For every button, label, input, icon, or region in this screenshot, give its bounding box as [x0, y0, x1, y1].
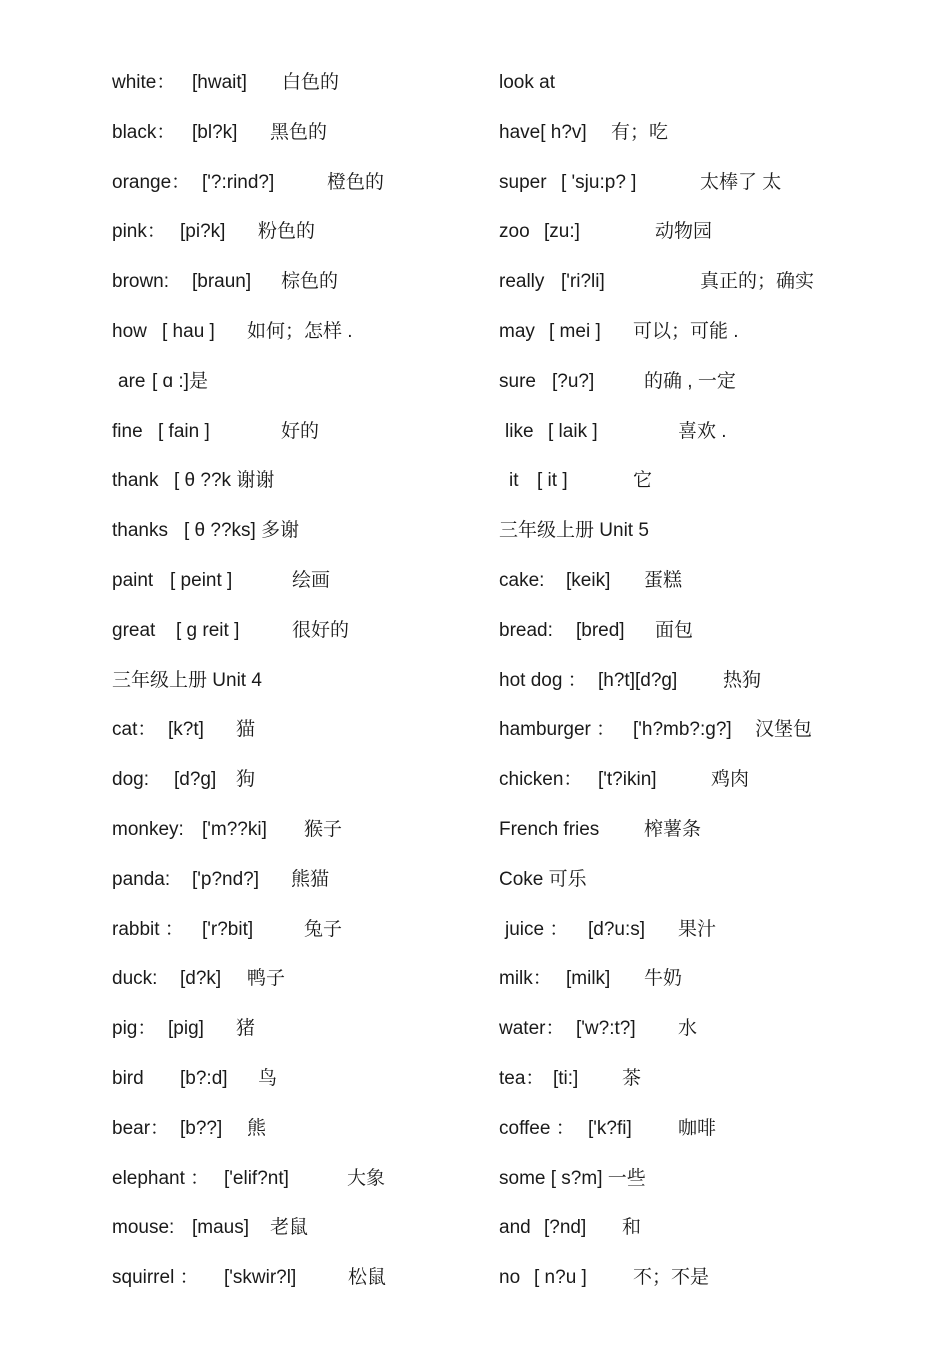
- vocab-entry: [499, 820, 919, 870]
- vocab-word: it: [509, 470, 519, 492]
- left-column: [112, 73, 472, 1318]
- vocab-phonetic: [ θ ??ks] 多谢: [184, 520, 300, 542]
- vocab-entry: [112, 73, 472, 123]
- vocab-entry: [112, 820, 472, 870]
- vocab-entry: [112, 173, 472, 223]
- vocab-phonetic: [ n?u ]: [534, 1267, 587, 1289]
- vocab-entry: [499, 372, 919, 422]
- vocab-meaning: 绘画: [292, 569, 331, 591]
- vocab-word: and: [499, 1217, 531, 1239]
- vocab-entry: [112, 521, 472, 571]
- vocab-phonetic: ['elif?nt]: [224, 1167, 289, 1189]
- vocab-entry: [499, 123, 919, 173]
- vocab-meaning: 蛋糕: [644, 569, 683, 591]
- vocab-meaning: 面包: [655, 619, 694, 641]
- vocab-meaning: 橙色的: [327, 171, 385, 193]
- vocab-entry: [112, 1069, 472, 1119]
- vocab-entry: [499, 671, 919, 721]
- vocab-word: bird: [112, 1067, 144, 1089]
- vocab-meaning: 真正的；确实: [700, 271, 815, 293]
- vocab-meaning: 的确 , 一定: [644, 370, 736, 392]
- vocab-word: really: [499, 271, 545, 293]
- vocab-phonetic: [d?k]: [180, 968, 222, 990]
- vocab-entry: [112, 969, 472, 1019]
- vocab-meaning: 白色的: [282, 72, 340, 93]
- vocab-word: juice ：: [505, 918, 569, 940]
- vocab-word: French fries: [499, 818, 600, 840]
- vocab-entry: [112, 272, 472, 322]
- vocab-meaning: 汉堡包: [755, 719, 813, 741]
- vocab-phonetic: [ peint ]: [170, 569, 233, 591]
- vocab-entry: [499, 73, 919, 123]
- vocab-phonetic: ['m??ki]: [202, 818, 267, 840]
- vocab-entry: [112, 1169, 472, 1219]
- vocab-entry: [112, 571, 472, 621]
- vocab-meaning: 不；不是: [633, 1267, 710, 1289]
- vocab-word: paint: [112, 569, 154, 591]
- vocab-phonetic: [ ɑ :]是: [152, 370, 208, 392]
- vocab-phonetic: [ fain ]: [158, 420, 210, 442]
- vocab-word: fine: [112, 420, 143, 442]
- vocab-meaning: 鸭子: [247, 968, 286, 990]
- vocab-word: monkey:: [112, 818, 184, 840]
- vocab-word: sure: [499, 370, 536, 392]
- vocab-meaning: 和: [622, 1217, 642, 1239]
- vocab-word: milk：: [499, 968, 552, 990]
- vocab-meaning: 如何；怎样 .: [247, 320, 353, 342]
- vocab-entry: [499, 969, 919, 1019]
- vocab-entry: [499, 272, 919, 322]
- vocab-entry: [499, 1268, 919, 1318]
- vocab-meaning: 狗: [236, 769, 256, 791]
- vocab-meaning: 热狗: [723, 669, 762, 691]
- vocab-meaning: 大象: [347, 1167, 386, 1189]
- vocab-phonetic: ['w?:t?]: [576, 1018, 636, 1040]
- vocab-word: cat：: [112, 719, 157, 741]
- vocab-entry: [499, 1119, 919, 1169]
- vocab-word: pig：: [112, 1018, 157, 1040]
- vocab-word: bear：: [112, 1117, 170, 1139]
- vocab-entry: [112, 123, 472, 173]
- vocab-word: chicken：: [499, 769, 583, 791]
- vocab-entry: [499, 222, 919, 272]
- vocab-meaning: 老鼠: [270, 1217, 309, 1239]
- vocab-entry: [112, 322, 472, 372]
- vocab-phonetic: [ θ ??k 谢谢: [174, 470, 275, 492]
- vocab-word: 三年级上册 Unit 4: [112, 669, 262, 691]
- vocab-entry: [112, 471, 472, 521]
- vocab-word: pink：: [112, 221, 166, 243]
- vocab-entry: [499, 1218, 919, 1268]
- vocab-word: white：: [112, 72, 176, 93]
- vocab-meaning: 水: [678, 1018, 698, 1040]
- vocab-meaning: 很好的: [292, 619, 350, 641]
- vocab-word: great: [112, 619, 156, 641]
- vocab-word: super: [499, 171, 547, 193]
- vocab-word: dog:: [112, 769, 149, 791]
- vocab-phonetic: [ it ]: [537, 470, 568, 492]
- vocab-phonetic: [?nd]: [544, 1217, 587, 1239]
- vocab-meaning: 兔子: [304, 918, 343, 940]
- vocab-meaning: 熊: [247, 1117, 267, 1139]
- vocab-word: brown:: [112, 271, 170, 293]
- vocab-meaning: 茶: [622, 1067, 642, 1089]
- vocab-word: water：: [499, 1018, 565, 1040]
- vocab-phonetic: [maus]: [192, 1217, 250, 1239]
- vocab-word: coffee ：: [499, 1117, 575, 1139]
- vocab-entry: [499, 870, 919, 920]
- vocab-word: hamburger ：: [499, 719, 616, 741]
- vocab-word: thank: [112, 470, 159, 492]
- vocab-entry: [499, 920, 919, 970]
- vocab-meaning: 棕色的: [281, 271, 339, 293]
- vocab-meaning: 黑色的: [270, 121, 328, 143]
- vocab-phonetic: [ ɡ reit ]: [176, 619, 240, 641]
- right-column: [499, 73, 919, 1318]
- vocab-entry: [112, 372, 472, 422]
- vocab-entry: [499, 571, 919, 621]
- vocab-phonetic: [ hau ]: [162, 320, 215, 342]
- vocab-meaning: 榨薯条: [644, 818, 702, 840]
- vocab-word: cake:: [499, 569, 545, 591]
- vocab-phonetic: [pig]: [168, 1018, 204, 1040]
- vocab-word: mouse:: [112, 1217, 175, 1239]
- vocab-entry: [499, 1069, 919, 1119]
- vocab-entry: [499, 422, 919, 472]
- vocab-word: Coke 可乐: [499, 868, 587, 890]
- vocab-word: like: [505, 420, 534, 442]
- vocab-phonetic: [zu:]: [544, 221, 580, 243]
- vocab-entry: [499, 770, 919, 820]
- vocab-meaning: 有；吃: [611, 121, 669, 143]
- vocab-meaning: 动物园: [655, 221, 713, 243]
- vocab-entry: [499, 1019, 919, 1069]
- vocab-entry: [112, 720, 472, 770]
- vocab-phonetic: [bl?k]: [192, 121, 238, 143]
- vocab-word: squirrel ：: [112, 1267, 199, 1289]
- vocab-phonetic: ['ri?li]: [561, 271, 605, 293]
- vocab-meaning: 猴子: [304, 818, 343, 840]
- vocab-phonetic: [hwait]: [192, 72, 247, 93]
- vocab-word: duck:: [112, 968, 158, 990]
- vocab-entry: [499, 521, 919, 571]
- vocab-phonetic: [?u?]: [552, 370, 595, 392]
- vocab-entry: [499, 621, 919, 671]
- vocab-word: are: [118, 370, 146, 392]
- vocab-phonetic: ['h?mb?:g?]: [633, 719, 732, 741]
- vocab-entry: [112, 1019, 472, 1069]
- vocab-phonetic: [b?:d]: [180, 1067, 228, 1089]
- vocab-phonetic: [d?u:s]: [588, 918, 646, 940]
- vocab-word: black：: [112, 121, 176, 143]
- vocab-entry: [112, 920, 472, 970]
- vocab-word: elephant ：: [112, 1167, 210, 1189]
- vocab-word: bread:: [499, 619, 553, 641]
- vocab-entry: [112, 671, 472, 721]
- vocab-entry: [112, 222, 472, 272]
- vocab-meaning: 咖啡: [678, 1117, 717, 1139]
- vocab-meaning: 猫: [236, 719, 256, 741]
- vocab-meaning: 果汁: [678, 918, 717, 940]
- vocab-meaning: 松鼠: [348, 1267, 387, 1289]
- vocab-phonetic: ['r?bit]: [202, 918, 254, 940]
- vocab-word: have[ h?v]: [499, 121, 587, 143]
- vocab-entry: [112, 1119, 472, 1169]
- vocab-entry: [112, 770, 472, 820]
- vocab-phonetic: [bred]: [576, 619, 625, 641]
- vocab-meaning: 它: [633, 470, 653, 492]
- vocab-entry: [112, 870, 472, 920]
- vocab-meaning: 喜欢 .: [678, 420, 727, 442]
- vocab-phonetic: [h?t][d?g]: [598, 669, 678, 691]
- vocab-meaning: 太棒了 太: [700, 171, 782, 193]
- vocab-word: tea：: [499, 1067, 545, 1089]
- vocab-word: may: [499, 320, 535, 342]
- vocab-phonetic: [ti:]: [553, 1067, 579, 1089]
- vocab-phonetic: ['p?nd?]: [192, 868, 260, 890]
- vocab-phonetic: ['?:rind?]: [202, 171, 275, 193]
- vocab-entry: [499, 173, 919, 223]
- vocab-phonetic: [ 'sju:p? ]: [561, 171, 637, 193]
- vocab-meaning: 猪: [236, 1018, 256, 1040]
- vocab-entry: [499, 322, 919, 372]
- vocab-meaning: 粉色的: [258, 221, 316, 243]
- vocab-word: rabbit ：: [112, 918, 184, 940]
- vocab-entry: [499, 471, 919, 521]
- vocab-word: orange：: [112, 171, 191, 193]
- vocab-entry: [112, 422, 472, 472]
- vocab-meaning: 好的: [281, 420, 320, 442]
- vocab-entry: [112, 621, 472, 671]
- vocab-meaning: 鸡肉: [711, 769, 750, 791]
- vocab-meaning: 可以；可能 .: [633, 320, 739, 342]
- vocab-phonetic: [k?t]: [168, 719, 204, 741]
- vocab-word: hot dog ：: [499, 669, 587, 691]
- vocab-entry: [499, 1169, 919, 1219]
- vocab-phonetic: [keik]: [566, 569, 611, 591]
- vocab-phonetic: ['t?ikin]: [598, 769, 657, 791]
- vocab-word: no: [499, 1267, 521, 1289]
- vocab-word: 三年级上册 Unit 5: [499, 520, 649, 542]
- vocab-phonetic: [b??]: [180, 1117, 223, 1139]
- vocab-word: zoo: [499, 221, 530, 243]
- vocab-word: thanks: [112, 520, 168, 542]
- vocab-word: look at: [499, 72, 555, 93]
- vocab-phonetic: [ laik ]: [548, 420, 598, 442]
- vocab-entry: [112, 1268, 472, 1318]
- vocab-meaning: 牛奶: [644, 968, 683, 990]
- vocab-word: panda:: [112, 868, 171, 890]
- vocab-phonetic: [pi?k]: [180, 221, 226, 243]
- vocab-entry: [112, 1218, 472, 1268]
- vocab-phonetic: ['skwir?l]: [224, 1267, 297, 1289]
- vocab-word: some [ s?m] 一些: [499, 1167, 646, 1189]
- vocab-word: how: [112, 320, 147, 342]
- vocab-entry: [499, 720, 919, 770]
- vocab-phonetic: [braun]: [192, 271, 252, 293]
- vocab-phonetic: [milk]: [566, 968, 611, 990]
- vocab-phonetic: [d?g]: [174, 769, 217, 791]
- vocab-phonetic: [ mei ]: [549, 320, 601, 342]
- vocab-meaning: 熊猫: [291, 868, 330, 890]
- vocab-meaning: 鸟: [258, 1067, 278, 1089]
- vocab-phonetic: ['k?fi]: [588, 1117, 632, 1139]
